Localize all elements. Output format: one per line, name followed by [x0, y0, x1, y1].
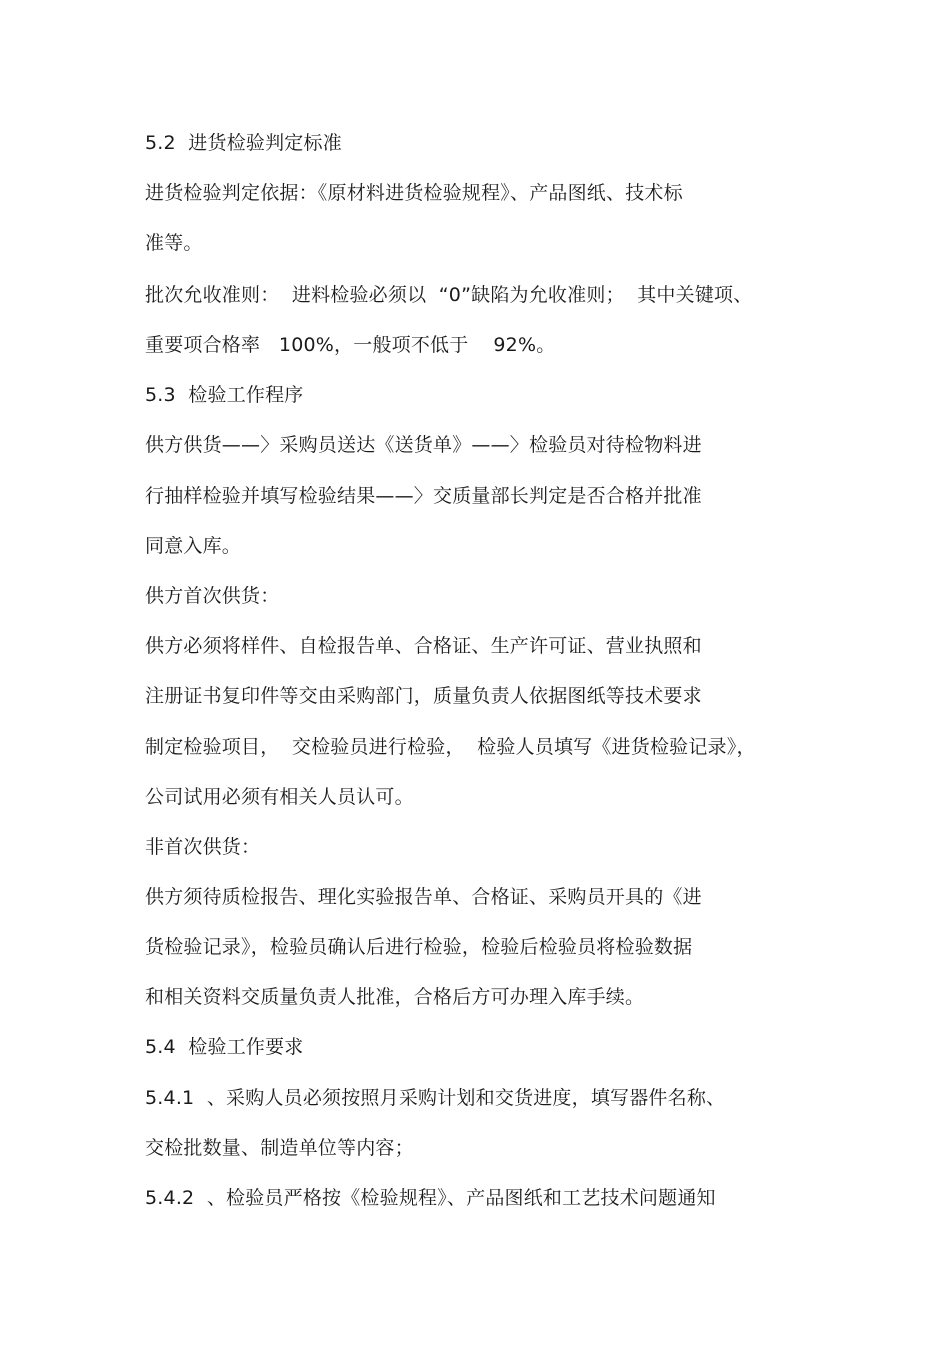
section-heading-5-2: 5.2 进货检验判定标准: [145, 132, 342, 154]
paragraph-line: 供方须待质检报告、理化实验报告单、合格证、采购员开具的《进: [145, 886, 702, 908]
paragraph-line: 重要项合格率 100%，一般项不低于 92%。: [145, 334, 556, 356]
paragraph-line: 供方供货——〉采购员送达《送货单》——〉检验员对待检物料进: [145, 434, 702, 456]
paragraph-line: 供方必须将样件、自检报告单、合格证、生产许可证、营业执照和: [145, 635, 702, 657]
paragraph-line: 货检验记录》，检验员确认后进行检验，检验后检验员将检验数据: [145, 936, 693, 958]
paragraph-line: 行抽样检验并填写检验结果——〉交质量部长判定是否合格并批准: [145, 485, 702, 507]
paragraph-line: 公司试用必须有相关人员认可。: [145, 786, 414, 808]
section-heading-5-4: 5.4 检验工作要求: [145, 1036, 304, 1058]
subheading-first-supply: 供方首次供货：: [145, 585, 280, 607]
paragraph-line: 和相关资料交质量负责人批准，合格后方可办理入库手续。: [145, 986, 645, 1008]
section-heading-5-3: 5.3 检验工作程序: [145, 384, 304, 406]
paragraph-line: 进货检验判定依据：《原材料进货检验规程》、产品图纸、技术标: [145, 182, 683, 204]
paragraph-line: 同意入库。: [145, 535, 242, 557]
paragraph-line: 批次允收准则： 进料检验必须以 “0”缺陷为允收准则； 其中关键项、: [145, 284, 753, 306]
subheading-non-first-supply: 非首次供货：: [145, 836, 261, 858]
paragraph-line: 注册证书复印件等交由采购部门，质量负责人依据图纸等技术要求: [145, 685, 702, 707]
paragraph-line: 5.4.2 、检验员严格按《检验规程》、产品图纸和工艺技术问题通知: [145, 1187, 716, 1209]
paragraph-line: 交检批数量、制造单位等内容；: [145, 1137, 414, 1159]
paragraph-line: 5.4.1 、采购人员必须按照月采购计划和交货进度，填写器件名称、: [145, 1087, 726, 1109]
paragraph-line: 准等。: [145, 232, 203, 254]
paragraph-line: 制定检验项目， 交检验员进行检验， 检验人员填写《进货检验记录》，: [145, 736, 756, 758]
